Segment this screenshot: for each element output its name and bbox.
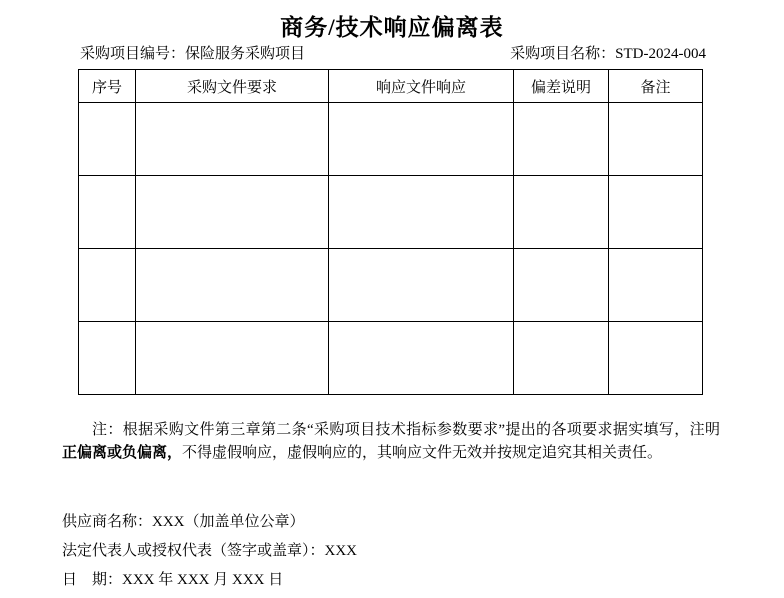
project-name (510, 45, 706, 63)
note-bold: 正偏离或负偏离， (62, 445, 183, 461)
table-cell (79, 322, 136, 395)
table-cell (136, 103, 329, 176)
supplier-name-line: 供应商名称：XXX（加盖单位公章） (62, 514, 305, 530)
table-cell (514, 322, 609, 395)
deviation-table-header (79, 70, 703, 103)
table-cell (609, 249, 703, 322)
project-number-value: 保险服务采购项目 (185, 46, 306, 62)
table-cell (609, 176, 703, 249)
project-number-label: 采购项目编号： (80, 46, 186, 62)
table-cell (514, 103, 609, 176)
table-cell (136, 249, 329, 322)
table-header-row (79, 70, 703, 103)
deviation-table-body (79, 103, 703, 395)
table-cell (329, 103, 514, 176)
page-title: 商务/技术响应偏离表 (280, 15, 504, 40)
header-cell-seq: 序号 (79, 70, 136, 103)
table-cell (79, 176, 136, 249)
representative-line: 法定代表人或授权代表（签字或盖章）：XXX (62, 543, 357, 559)
note-prefix: 注：根据采购文件第三章第二条“采购项目技术指标参数要求”提出的各项要求据实填写，注明 (92, 422, 720, 438)
project-number (80, 45, 305, 63)
header-cell-remark: 备注 (609, 70, 703, 103)
table-cell (329, 322, 514, 395)
table-cell (136, 176, 329, 249)
table-cell (79, 103, 136, 176)
table-cell (514, 176, 609, 249)
project-name-label: 采购项目名称： (510, 46, 616, 62)
table-cell (136, 322, 329, 395)
table-cell (329, 176, 514, 249)
table-cell (609, 103, 703, 176)
header-cell-dev: 偏差说明 (514, 70, 609, 103)
header-cell-resp: 响应文件响应 (329, 70, 514, 103)
header-cell-req: 采购文件要求 (136, 70, 329, 103)
table-cell (329, 249, 514, 322)
table-row (79, 322, 703, 395)
table-cell (79, 249, 136, 322)
table-cell (514, 249, 609, 322)
deviation-table (78, 69, 703, 395)
table-row (79, 103, 703, 176)
signature-block (62, 508, 357, 595)
table-row (79, 249, 703, 322)
table-cell (609, 322, 703, 395)
table-row (79, 176, 703, 249)
project-meta-row (80, 45, 706, 63)
project-name-value: STD-2024-004 (615, 46, 706, 62)
note-suffix: 不得虚假响应，虚假响应的，其响应文件无效并按规定追究其相关责任。 (182, 445, 663, 461)
date-line: 日 期：XXX 年 XXX 月 XXX 日 (62, 572, 284, 588)
note-paragraph (62, 419, 720, 465)
